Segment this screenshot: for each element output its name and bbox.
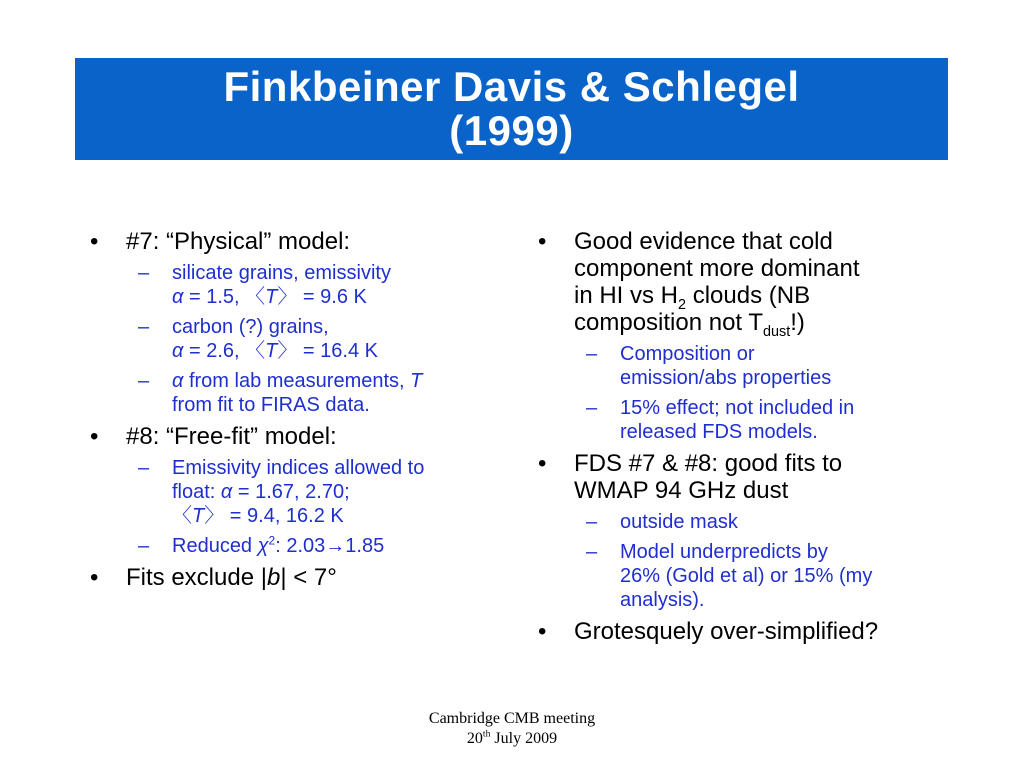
sub-text: outside mask — [620, 511, 738, 533]
dash-marker: – — [138, 262, 150, 284]
text-span: : 2.03 — [275, 535, 326, 557]
bullet-text-line3 — [574, 282, 968, 313]
bullet-marker: • — [90, 423, 99, 450]
b-symbol: b — [266, 564, 281, 591]
bullet-good-evidence — [528, 228, 968, 444]
angle-bracket: 〈 — [245, 340, 266, 362]
text-span: = 9.6 K — [297, 286, 367, 308]
sub-text-line2: released FDS models. — [620, 421, 818, 443]
sub-bullet-lab-measurements — [126, 369, 520, 417]
alpha-symbol: α — [172, 370, 184, 392]
sub-text-line2 — [172, 339, 520, 363]
sub-text-line2 — [172, 285, 520, 309]
bullet-marker: • — [538, 450, 547, 477]
bullet-text: Grotesquely over-simplified? — [574, 618, 879, 645]
dash-marker: – — [138, 457, 150, 479]
sub-text-line2: emission/abs properties — [620, 367, 832, 389]
chi-symbol: χ — [257, 535, 269, 557]
bullet-marker: • — [90, 228, 99, 255]
bullet-marker: • — [538, 228, 547, 255]
sub-bullet-outside-mask — [574, 510, 968, 534]
text-span: = 16.4 K — [297, 340, 378, 362]
sub-bullet-carbon — [126, 315, 520, 363]
angle-bracket: 〉 — [277, 340, 298, 362]
text-span: = 2.6, — [183, 340, 246, 362]
sub-text-line3 — [172, 504, 520, 528]
sub-bullet-15-percent — [574, 396, 968, 444]
sub-text: carbon (?) grains, — [172, 316, 329, 338]
angle-bracket: 〈 — [245, 286, 266, 308]
slide-footer — [392, 709, 632, 749]
text-span: 1.85 — [345, 535, 385, 557]
bullet-physical-model — [80, 228, 520, 417]
text-span: 20 — [466, 730, 483, 747]
slide-title-line-2: (1999) — [449, 107, 574, 154]
bullet-text: FDS #7 & #8: good fits to — [574, 450, 843, 477]
left-column — [80, 228, 520, 597]
alpha-symbol: α — [220, 481, 233, 503]
text-span: | < 7° — [280, 564, 337, 591]
sub-text: 15% effect; not included in — [620, 397, 855, 419]
bullet-text-line4 — [574, 309, 968, 340]
dash-marker: – — [586, 397, 598, 419]
alpha-symbol: α — [172, 286, 184, 308]
angle-bracket: 〉 — [204, 505, 225, 527]
sub-text: Model underpredicts by — [620, 541, 828, 563]
superscript: 2 — [268, 533, 276, 548]
bullet-marker: • — [90, 564, 99, 591]
sub-bullet-silicate — [126, 261, 520, 309]
text-span: Reduced — [172, 535, 258, 557]
angle-bracket: 〉 — [277, 286, 298, 308]
dash-marker: – — [138, 316, 150, 338]
bullet-text-line2: WMAP 94 GHz dust — [574, 477, 789, 504]
bullet-fds-fits — [528, 450, 968, 612]
sub-bullet-underpredicts — [574, 540, 968, 612]
text-span: in HI vs H — [574, 282, 679, 309]
text-span: = 1.5, — [183, 286, 246, 308]
bullet-text: #7: “Physical” model: — [126, 228, 351, 255]
footer-meeting: Cambridge CMB meeting — [428, 710, 596, 727]
text-span: Fits exclude | — [126, 564, 267, 591]
dash-marker: – — [586, 511, 598, 533]
arrow-icon: → — [325, 535, 346, 557]
sub-bullet-reduced-chi — [126, 534, 520, 558]
superscript: th — [482, 728, 491, 740]
text-span: !) — [790, 309, 805, 336]
dash-marker: – — [138, 535, 150, 557]
text-span: float: — [172, 481, 221, 503]
sub-text-line2 — [172, 480, 520, 504]
bullet-fits-exclude — [80, 564, 520, 591]
sub-text: Emissivity indices allowed to — [172, 457, 425, 479]
text-span: July 2009 — [490, 730, 558, 747]
subscript: 2 — [678, 296, 687, 313]
sub-text — [172, 369, 520, 393]
sub-bullet-composition — [574, 342, 968, 390]
text-span: from lab measurements, — [183, 370, 411, 392]
sub-bullet-emissivity — [126, 456, 520, 528]
slide-title-line-1: Finkbeiner Davis & Schlegel — [223, 63, 800, 110]
bullet-text: #8: “Free-fit” model: — [126, 423, 337, 450]
bullet-text — [126, 564, 337, 591]
dash-marker: – — [586, 343, 598, 365]
dash-marker: – — [138, 370, 150, 392]
sub-text-line2: 26% (Gold et al) or 15% (my — [620, 565, 873, 587]
right-column — [528, 228, 968, 651]
subscript: dust — [763, 323, 791, 340]
t-symbol: T — [265, 286, 278, 308]
bullet-text-line2: component more dominant — [574, 255, 860, 282]
sub-text — [172, 534, 520, 558]
title-banner — [75, 58, 948, 160]
bullet-text: Good evidence that cold — [574, 228, 833, 255]
sub-text-line2: from fit to FIRAS data. — [172, 394, 370, 416]
sub-text: Composition or — [620, 343, 755, 365]
t-symbol: T — [265, 340, 278, 362]
sub-text: silicate grains, emissivity — [172, 262, 391, 284]
t-symbol: T — [192, 505, 205, 527]
bullet-marker: • — [538, 618, 547, 645]
sub-text-line3: analysis). — [620, 589, 705, 611]
footer-date — [392, 729, 632, 749]
bullet-free-fit-model — [80, 423, 520, 558]
angle-bracket: 〈 — [172, 505, 192, 527]
dash-marker: – — [586, 541, 598, 563]
alpha-symbol: α — [172, 340, 184, 362]
text-span: = 9.4, 16.2 K — [224, 505, 344, 527]
t-symbol: T — [410, 370, 423, 392]
text-span: clouds (NB — [686, 282, 811, 309]
bullet-grotesquely — [528, 618, 968, 645]
text-span: = 1.67, 2.70; — [232, 481, 350, 503]
text-span: composition not T — [574, 309, 763, 336]
